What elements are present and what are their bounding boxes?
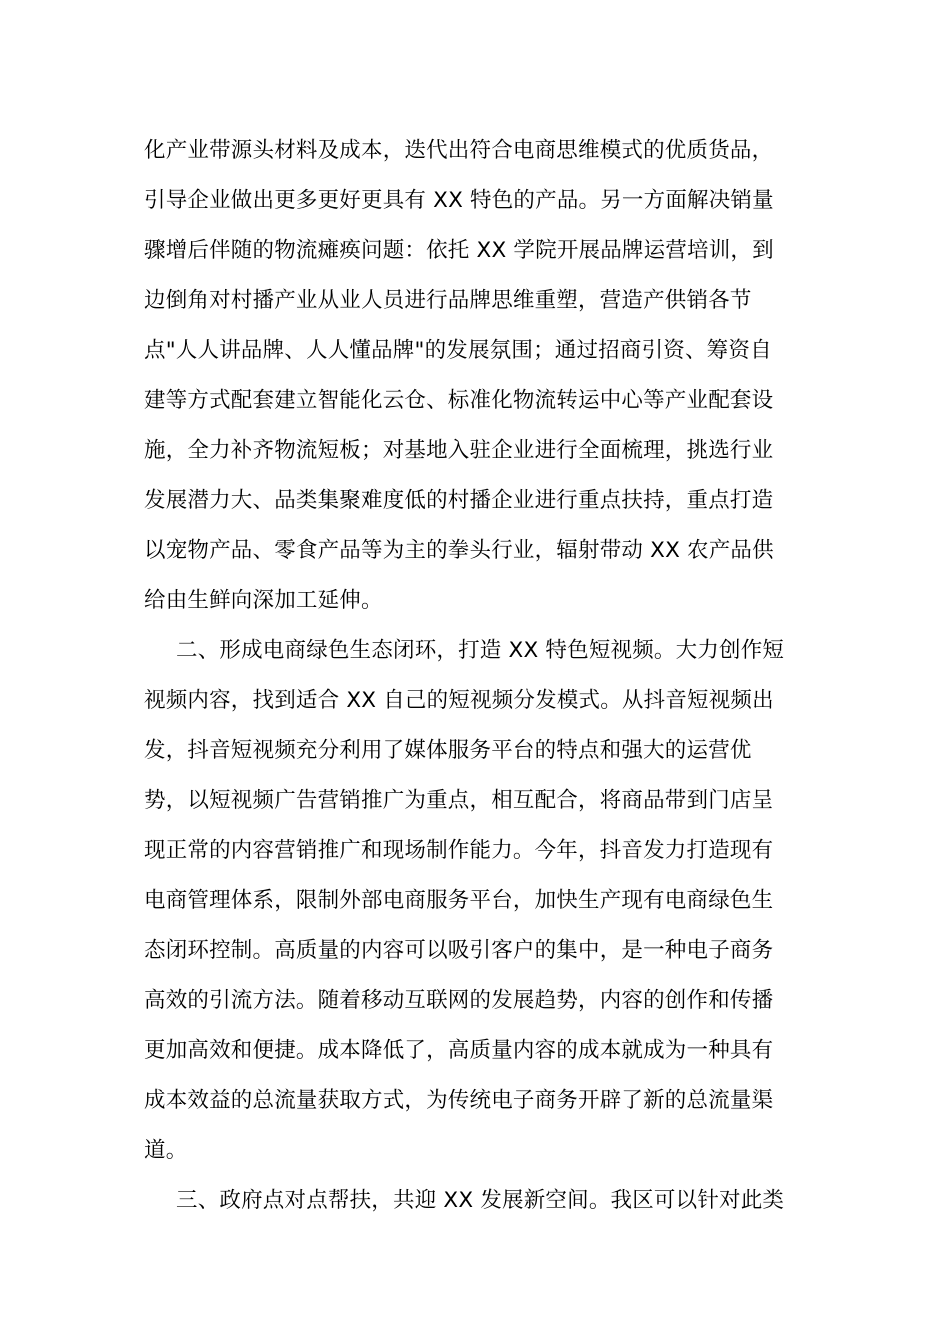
- paragraph-2: [144, 626, 814, 1176]
- text-line: 化产业带源头材料及成本，迭代出符合电商思维模式的优质货品，: [144, 138, 774, 163]
- body-text: [144, 126, 814, 1226]
- text-line: 发，抖音短视频充分利用了媒体服务平台的特点和强大的运营优: [144, 738, 752, 763]
- text-line: 成本效益的总流量获取方式，为传统电子商务开辟了新的总流量渠: [144, 1088, 774, 1113]
- text-line: 边倒角对村播产业从业人员进行品牌思维重塑，营造产供销各节: [144, 288, 752, 313]
- text-line: 建等方式配套建立智能化云仓、标准化物流转运中心等产业配套设: [144, 388, 774, 413]
- text-line: 电商管理体系，限制外部电商服务平台，加快生产现有电商绿色生: [144, 888, 774, 913]
- text-line: 施，全力补齐物流短板；对基地入驻企业进行全面梳理，挑选行业: [144, 438, 774, 463]
- text-line: 点"人人讲品牌、人人懂品牌"的发展氛围；通过招商引资、筹资自: [144, 338, 772, 363]
- text-line: 引导企业做出更多更好更具有 XX 特色的产品。另一方面解决销量: [144, 188, 774, 213]
- paragraph-1: [144, 126, 814, 626]
- text-line: 势，以短视频广告营销推广为重点，相互配合，将商品带到门店呈: [144, 788, 774, 813]
- text-line: 态闭环控制。高质量的内容可以吸引客户的集中，是一种电子商务: [144, 938, 774, 963]
- text-line: 高效的引流方法。随着移动互联网的发展趋势，内容的创作和传播: [144, 988, 774, 1013]
- paragraph-3: [144, 1176, 814, 1226]
- text-line: 道。: [144, 1138, 188, 1163]
- text-line: 三、政府点对点帮扶，共迎 XX 发展新空间。我区可以针对此类: [176, 1188, 785, 1213]
- text-line: 发展潜力大、品类集聚难度低的村播企业进行重点扶持，重点打造: [144, 488, 774, 513]
- text-line: 更加高效和便捷。成本降低了，高质量内容的成本就成为一种具有: [144, 1038, 774, 1063]
- text-line: 二、形成电商绿色生态闭环，打造 XX 特色短视频。大力创作短: [176, 638, 785, 663]
- text-line: 视频内容，找到适合 XX 自己的短视频分发模式。从抖音短视频出: [144, 688, 774, 713]
- text-line: 现正常的内容营销推广和现场制作能力。今年，抖音发力打造现有: [144, 838, 774, 863]
- text-line: 以宠物产品、零食产品等为主的拳头行业，辐射带动 XX 农产品供: [144, 538, 774, 563]
- text-line: 给由生鲜向深加工延伸。: [144, 588, 383, 613]
- text-line: 骤增后伴随的物流瘫痪问题：依托 XX 学院开展品牌运营培训，到: [144, 238, 774, 263]
